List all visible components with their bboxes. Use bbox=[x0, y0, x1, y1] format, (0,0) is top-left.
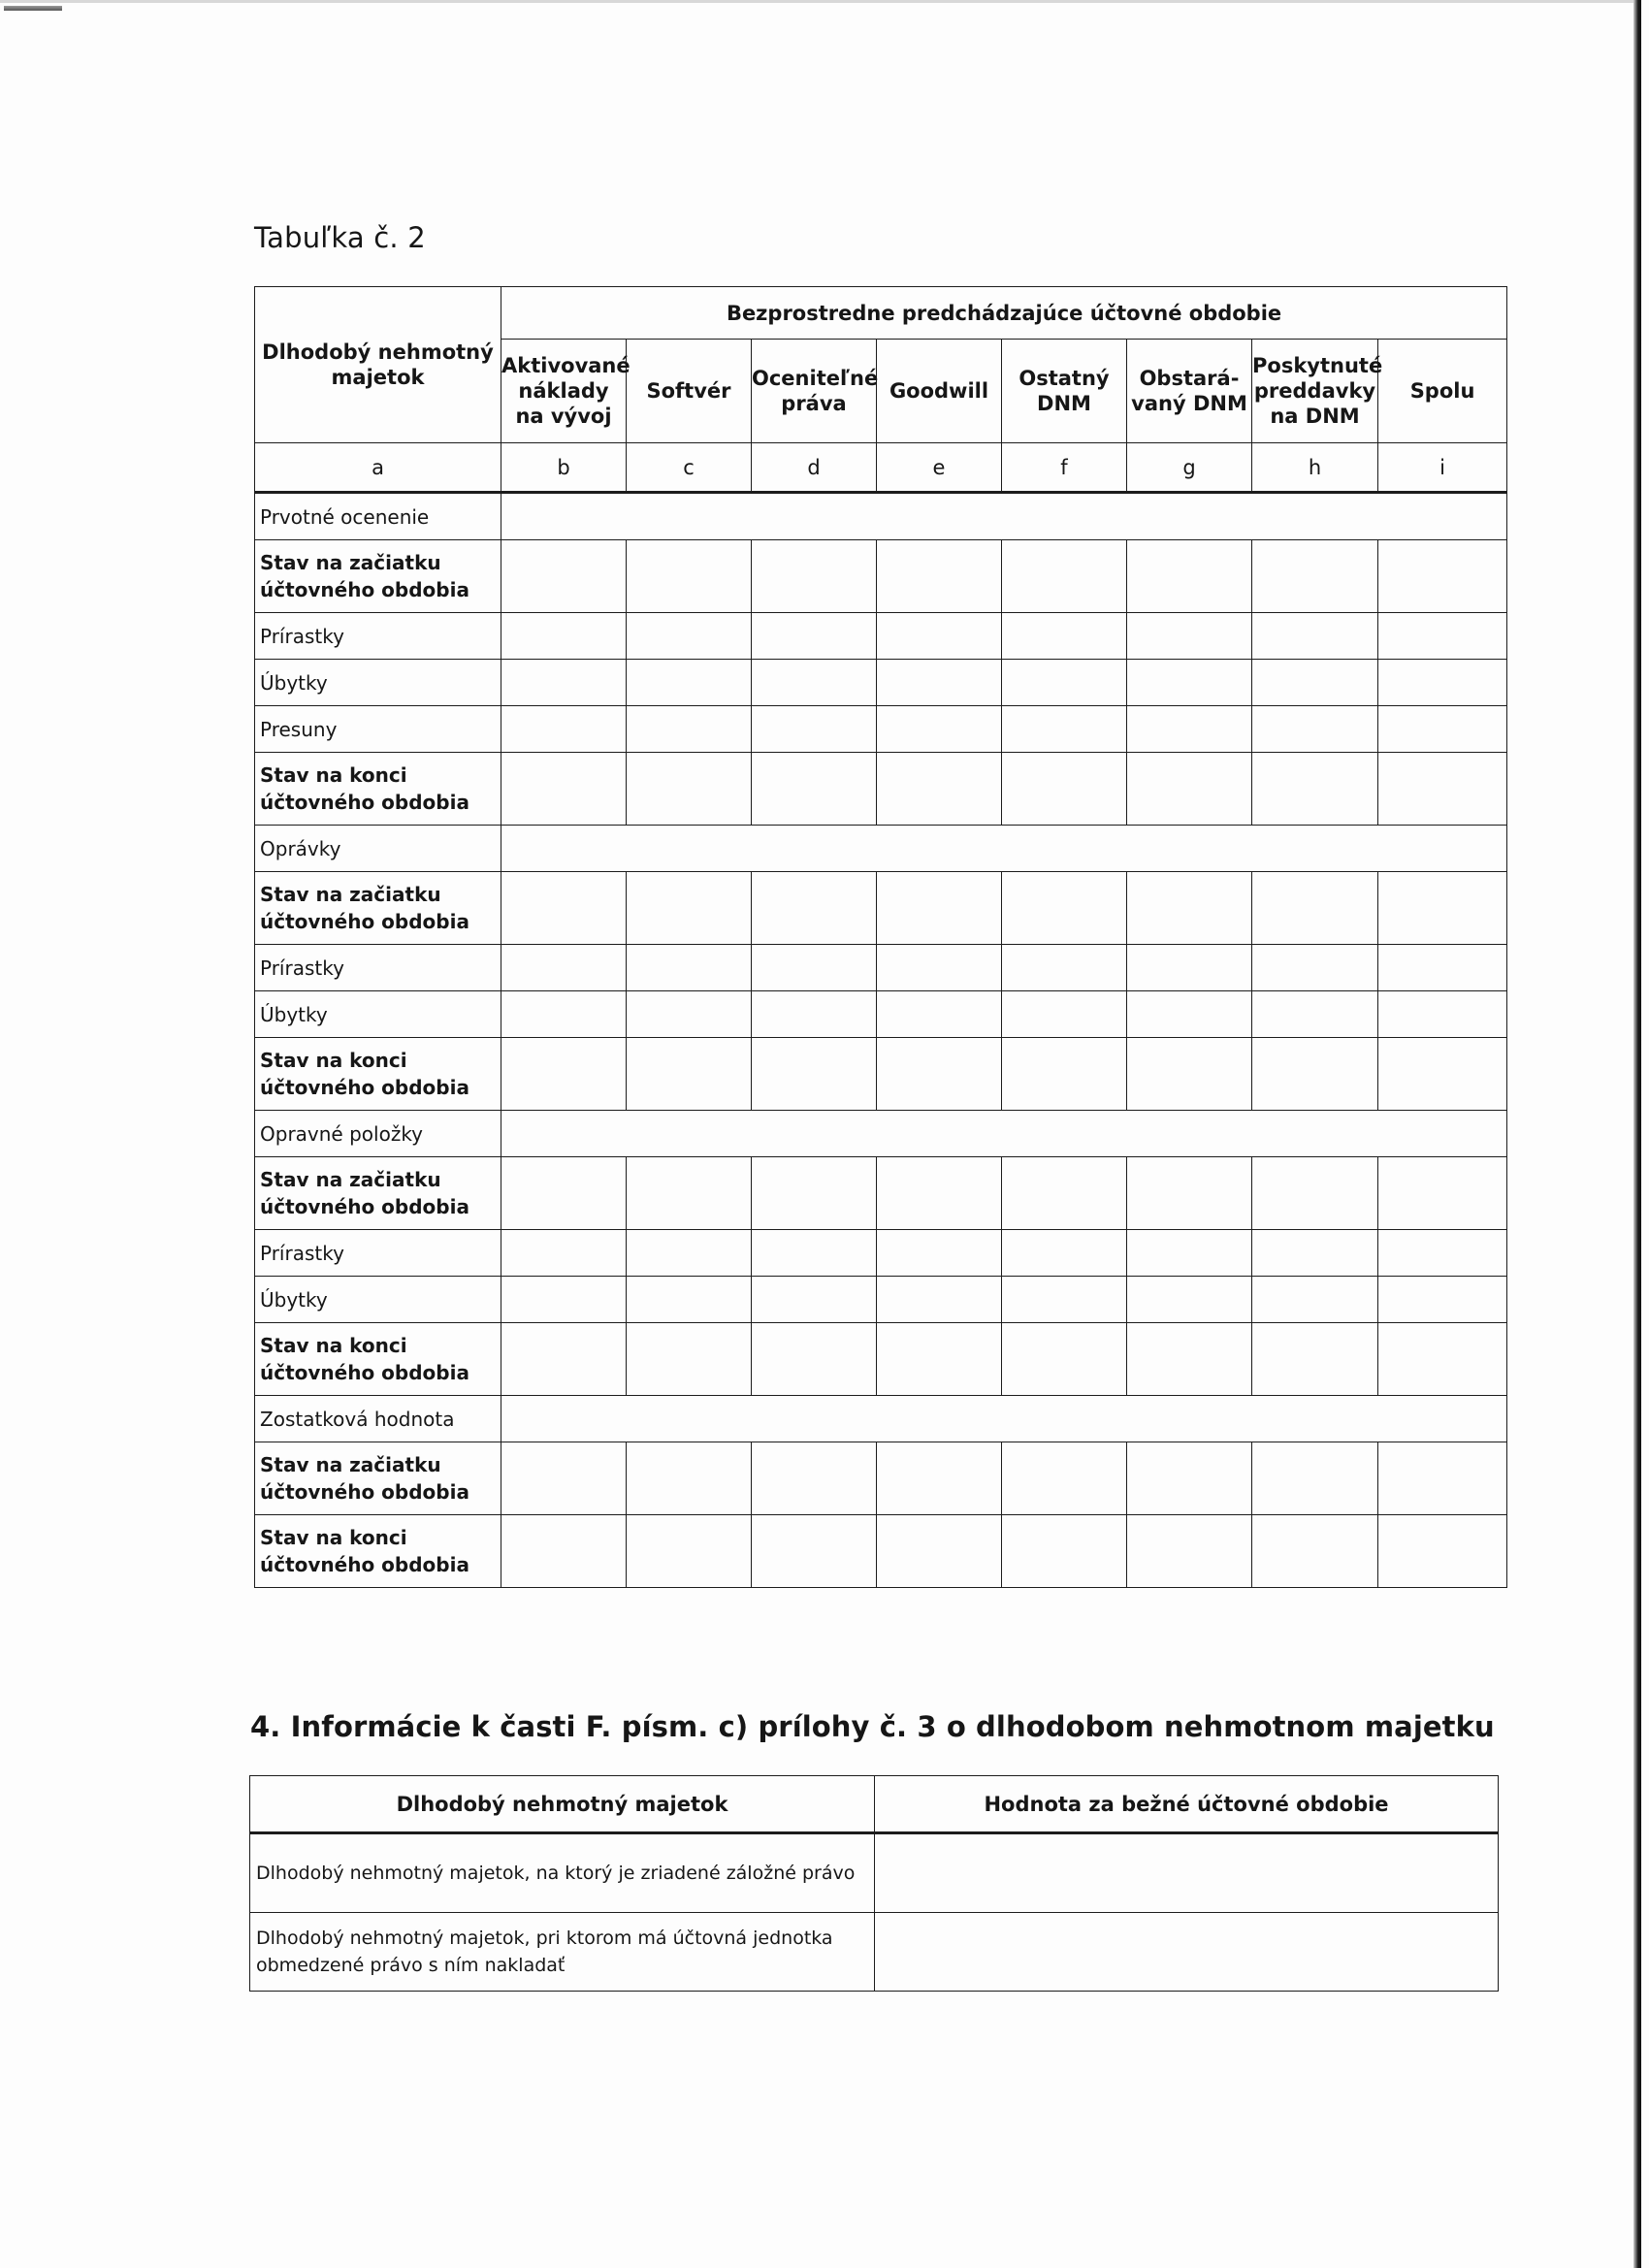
value-cell[interactable] bbox=[877, 991, 1002, 1038]
value-cell[interactable] bbox=[1252, 753, 1378, 826]
value-cell[interactable] bbox=[1002, 1038, 1127, 1111]
column-header: Dlhodobý nehmotný majetok bbox=[250, 1776, 875, 1833]
value-cell[interactable] bbox=[1378, 540, 1507, 613]
row-label: Stav na začiatku účtovného obdobia bbox=[255, 872, 501, 945]
value-cell[interactable] bbox=[1127, 1515, 1252, 1588]
row-label: Stav na začiatku účtovného obdobia bbox=[255, 1157, 501, 1230]
value-cell[interactable] bbox=[1378, 706, 1507, 753]
value-cell[interactable] bbox=[1378, 1277, 1507, 1323]
value-cell[interactable] bbox=[877, 945, 1002, 991]
table-row bbox=[255, 1230, 1507, 1277]
scan-edge-top bbox=[0, 0, 1639, 3]
row-label: Úbytky bbox=[255, 1277, 501, 1323]
value-cell[interactable] bbox=[752, 991, 877, 1038]
value-cell[interactable] bbox=[501, 540, 627, 613]
value-cell[interactable] bbox=[1002, 872, 1127, 945]
period-header: Bezprostredne predchádzajúce účtovné obdobie bbox=[501, 287, 1507, 340]
table-row bbox=[255, 1442, 1507, 1515]
value-cell[interactable] bbox=[1252, 706, 1378, 753]
value-cell[interactable] bbox=[627, 872, 752, 945]
value-cell[interactable] bbox=[1378, 1515, 1507, 1588]
column-header: Poskytnuté preddavky na DNM bbox=[1252, 340, 1378, 443]
value-cell[interactable] bbox=[1127, 991, 1252, 1038]
value-cell[interactable] bbox=[875, 1913, 1499, 1992]
value-cell[interactable] bbox=[1002, 1515, 1127, 1588]
column-header: Aktivované náklady na vývoj bbox=[501, 340, 627, 443]
value-cell[interactable] bbox=[752, 1323, 877, 1396]
value-cell[interactable] bbox=[752, 872, 877, 945]
value-cell[interactable] bbox=[1127, 1157, 1252, 1230]
value-cell[interactable] bbox=[627, 1515, 752, 1588]
column-letter: d bbox=[752, 443, 877, 493]
value-cell[interactable] bbox=[501, 872, 627, 945]
section-row bbox=[255, 826, 1507, 872]
row-label: Stav na začiatku účtovného obdobia bbox=[255, 1442, 501, 1515]
value-cell[interactable] bbox=[1127, 872, 1252, 945]
value-cell[interactable] bbox=[752, 945, 877, 991]
value-cell[interactable] bbox=[877, 660, 1002, 706]
intangible-assets-table bbox=[254, 286, 1507, 1588]
value-cell[interactable] bbox=[627, 1323, 752, 1396]
value-cell[interactable] bbox=[1378, 1038, 1507, 1111]
value-cell[interactable] bbox=[1252, 872, 1378, 945]
value-cell[interactable] bbox=[501, 1277, 627, 1323]
row-label: Prvotné ocenenie bbox=[255, 493, 501, 540]
value-cell[interactable] bbox=[877, 1277, 1002, 1323]
value-cell[interactable] bbox=[501, 991, 627, 1038]
value-cell[interactable] bbox=[1002, 1157, 1127, 1230]
value-cell[interactable] bbox=[1378, 872, 1507, 945]
value-cell[interactable] bbox=[1127, 1038, 1252, 1111]
value-cell[interactable] bbox=[1252, 1277, 1378, 1323]
value-cell[interactable] bbox=[501, 1038, 627, 1111]
value-cell[interactable] bbox=[877, 1515, 1002, 1588]
value-cell[interactable] bbox=[1378, 1323, 1507, 1396]
value-cell[interactable] bbox=[1252, 1157, 1378, 1230]
value-cell[interactable] bbox=[1127, 1277, 1252, 1323]
value-cell[interactable] bbox=[1002, 945, 1127, 991]
value-cell[interactable] bbox=[1002, 1277, 1127, 1323]
value-cell[interactable] bbox=[1002, 991, 1127, 1038]
table-row bbox=[255, 753, 1507, 826]
table-row bbox=[255, 1323, 1507, 1396]
value-cell[interactable] bbox=[1127, 1323, 1252, 1396]
value-cell[interactable] bbox=[877, 753, 1002, 826]
value-cell[interactable] bbox=[1002, 1442, 1127, 1515]
value-cell[interactable] bbox=[1252, 613, 1378, 660]
column-letter: a bbox=[255, 443, 501, 493]
value-cell[interactable] bbox=[1002, 1230, 1127, 1277]
table-row bbox=[255, 706, 1507, 753]
value-cell[interactable] bbox=[877, 613, 1002, 660]
pledge-info-table bbox=[249, 1775, 1499, 1992]
table-row bbox=[255, 1038, 1507, 1111]
value-cell[interactable] bbox=[1378, 660, 1507, 706]
value-cell[interactable] bbox=[1002, 613, 1127, 660]
value-cell[interactable] bbox=[1252, 1515, 1378, 1588]
row-label: Prírastky bbox=[255, 945, 501, 991]
section-span-cell bbox=[501, 826, 1507, 872]
value-cell[interactable] bbox=[627, 991, 752, 1038]
value-cell[interactable] bbox=[627, 753, 752, 826]
value-cell[interactable] bbox=[877, 1323, 1002, 1396]
value-cell[interactable] bbox=[1378, 1442, 1507, 1515]
column-letter: i bbox=[1378, 443, 1507, 493]
value-cell[interactable] bbox=[501, 1442, 627, 1515]
row-label: Zostatková hodnota bbox=[255, 1396, 501, 1442]
row-label: Stav na konci účtovného obdobia bbox=[255, 1515, 501, 1588]
column-header: Hodnota za bežné účtovné obdobie bbox=[875, 1776, 1499, 1833]
column-header: Ostatný DNM bbox=[1002, 340, 1127, 443]
value-cell[interactable] bbox=[752, 753, 877, 826]
value-cell[interactable] bbox=[877, 1442, 1002, 1515]
value-cell[interactable] bbox=[1002, 753, 1127, 826]
row-label: Presuny bbox=[255, 706, 501, 753]
value-cell[interactable] bbox=[752, 1277, 877, 1323]
column-header: Softvér bbox=[627, 340, 752, 443]
table-row bbox=[255, 991, 1507, 1038]
table-row bbox=[255, 872, 1507, 945]
value-cell[interactable] bbox=[875, 1833, 1499, 1913]
value-cell[interactable] bbox=[1127, 660, 1252, 706]
value-cell[interactable] bbox=[1002, 1323, 1127, 1396]
table-row bbox=[255, 540, 1507, 613]
value-cell[interactable] bbox=[877, 1157, 1002, 1230]
value-cell[interactable] bbox=[627, 540, 752, 613]
row-label: Úbytky bbox=[255, 660, 501, 706]
table-caption: Tabuľka č. 2 bbox=[254, 221, 426, 254]
value-cell[interactable] bbox=[501, 753, 627, 826]
value-cell[interactable] bbox=[1002, 540, 1127, 613]
column-header: Spolu bbox=[1378, 340, 1507, 443]
value-cell[interactable] bbox=[501, 1515, 627, 1588]
section-span-cell bbox=[501, 1396, 1507, 1442]
column-letter: b bbox=[501, 443, 627, 493]
value-cell[interactable] bbox=[752, 613, 877, 660]
value-cell[interactable] bbox=[1252, 1230, 1378, 1277]
table-row bbox=[255, 613, 1507, 660]
value-cell[interactable] bbox=[1127, 1442, 1252, 1515]
value-cell[interactable] bbox=[1127, 753, 1252, 826]
section-row bbox=[255, 1396, 1507, 1442]
row-label: Prírastky bbox=[255, 613, 501, 660]
value-cell[interactable] bbox=[877, 540, 1002, 613]
value-cell[interactable] bbox=[1002, 706, 1127, 753]
column-letter: e bbox=[877, 443, 1002, 493]
section-row bbox=[255, 493, 1507, 540]
section-4-title: 4. Informácie k časti F. písm. c) prílohy č. 3 o dlhodobom nehmotnom majetku bbox=[250, 1710, 1495, 1743]
row-label: Oprávky bbox=[255, 826, 501, 872]
row-label: Stav na konci účtovného obdobia bbox=[255, 1323, 501, 1396]
column-letter: f bbox=[1002, 443, 1127, 493]
section-span-cell bbox=[501, 1111, 1507, 1157]
value-cell[interactable] bbox=[1252, 1323, 1378, 1396]
value-cell[interactable] bbox=[1378, 1230, 1507, 1277]
value-cell[interactable] bbox=[1252, 1038, 1378, 1111]
table-row bbox=[255, 1515, 1507, 1588]
value-cell[interactable] bbox=[1378, 613, 1507, 660]
table-row bbox=[255, 1157, 1507, 1230]
value-cell[interactable] bbox=[752, 660, 877, 706]
value-cell[interactable] bbox=[501, 1157, 627, 1230]
column-letter: g bbox=[1127, 443, 1252, 493]
value-cell[interactable] bbox=[1252, 945, 1378, 991]
value-cell[interactable] bbox=[1127, 613, 1252, 660]
value-cell[interactable] bbox=[1127, 706, 1252, 753]
value-cell[interactable] bbox=[501, 945, 627, 991]
value-cell[interactable] bbox=[627, 1157, 752, 1230]
row-label: Dlhodobý nehmotný majetok, pri ktorom má účtovná jednotka obmedzené právo s ním nakladať bbox=[250, 1913, 875, 1992]
value-cell[interactable] bbox=[1252, 991, 1378, 1038]
value-cell[interactable] bbox=[627, 1230, 752, 1277]
value-cell[interactable] bbox=[1127, 945, 1252, 991]
value-cell[interactable] bbox=[1378, 1157, 1507, 1230]
column-letter: h bbox=[1252, 443, 1378, 493]
row-header: Dlhodobý nehmotný majetok bbox=[255, 287, 501, 443]
table-row bbox=[255, 945, 1507, 991]
table-row bbox=[255, 1277, 1507, 1323]
table-row bbox=[250, 1913, 1499, 1992]
column-header: Oceniteľné práva bbox=[752, 340, 877, 443]
value-cell[interactable] bbox=[752, 540, 877, 613]
value-cell[interactable] bbox=[752, 706, 877, 753]
value-cell[interactable] bbox=[501, 660, 627, 706]
table-row bbox=[250, 1833, 1499, 1913]
value-cell[interactable] bbox=[501, 1230, 627, 1277]
scan-edge-right bbox=[1633, 0, 1641, 2268]
value-cell[interactable] bbox=[1127, 1230, 1252, 1277]
table-row bbox=[255, 660, 1507, 706]
scan-artifact-mark bbox=[4, 6, 62, 11]
value-cell[interactable] bbox=[752, 1442, 877, 1515]
value-cell[interactable] bbox=[1252, 660, 1378, 706]
value-cell[interactable] bbox=[627, 1038, 752, 1111]
value-cell[interactable] bbox=[752, 1515, 877, 1588]
row-label: Úbytky bbox=[255, 991, 501, 1038]
value-cell[interactable] bbox=[752, 1038, 877, 1111]
section-span-cell bbox=[501, 493, 1507, 540]
value-cell[interactable] bbox=[501, 613, 627, 660]
value-cell[interactable] bbox=[627, 1442, 752, 1515]
table-body bbox=[255, 493, 1507, 1588]
section-row bbox=[255, 1111, 1507, 1157]
row-label: Dlhodobý nehmotný majetok, na ktorý je zriadené záložné právo bbox=[250, 1833, 875, 1913]
value-cell[interactable] bbox=[877, 1038, 1002, 1111]
row-label: Prírastky bbox=[255, 1230, 501, 1277]
row-label: Opravné položky bbox=[255, 1111, 501, 1157]
value-cell[interactable] bbox=[627, 706, 752, 753]
value-cell[interactable] bbox=[877, 706, 1002, 753]
value-cell[interactable] bbox=[1378, 991, 1507, 1038]
value-cell[interactable] bbox=[501, 1323, 627, 1396]
value-cell[interactable] bbox=[627, 660, 752, 706]
column-header: Goodwill bbox=[877, 340, 1002, 443]
value-cell[interactable] bbox=[752, 1230, 877, 1277]
value-cell[interactable] bbox=[627, 945, 752, 991]
value-cell[interactable] bbox=[877, 872, 1002, 945]
value-cell[interactable] bbox=[1378, 753, 1507, 826]
column-header: Obstará-vaný DNM bbox=[1127, 340, 1252, 443]
value-cell[interactable] bbox=[627, 613, 752, 660]
row-label: Stav na začiatku účtovného obdobia bbox=[255, 540, 501, 613]
row-label: Stav na konci účtovného obdobia bbox=[255, 753, 501, 826]
value-cell[interactable] bbox=[1002, 660, 1127, 706]
value-cell[interactable] bbox=[627, 1277, 752, 1323]
value-cell[interactable] bbox=[1378, 945, 1507, 991]
column-letter: c bbox=[627, 443, 752, 493]
value-cell[interactable] bbox=[752, 1157, 877, 1230]
value-cell[interactable] bbox=[877, 1230, 1002, 1277]
value-cell[interactable] bbox=[501, 706, 627, 753]
value-cell[interactable] bbox=[1252, 540, 1378, 613]
row-label: Stav na konci účtovného obdobia bbox=[255, 1038, 501, 1111]
value-cell[interactable] bbox=[1127, 540, 1252, 613]
value-cell[interactable] bbox=[1252, 1442, 1378, 1515]
